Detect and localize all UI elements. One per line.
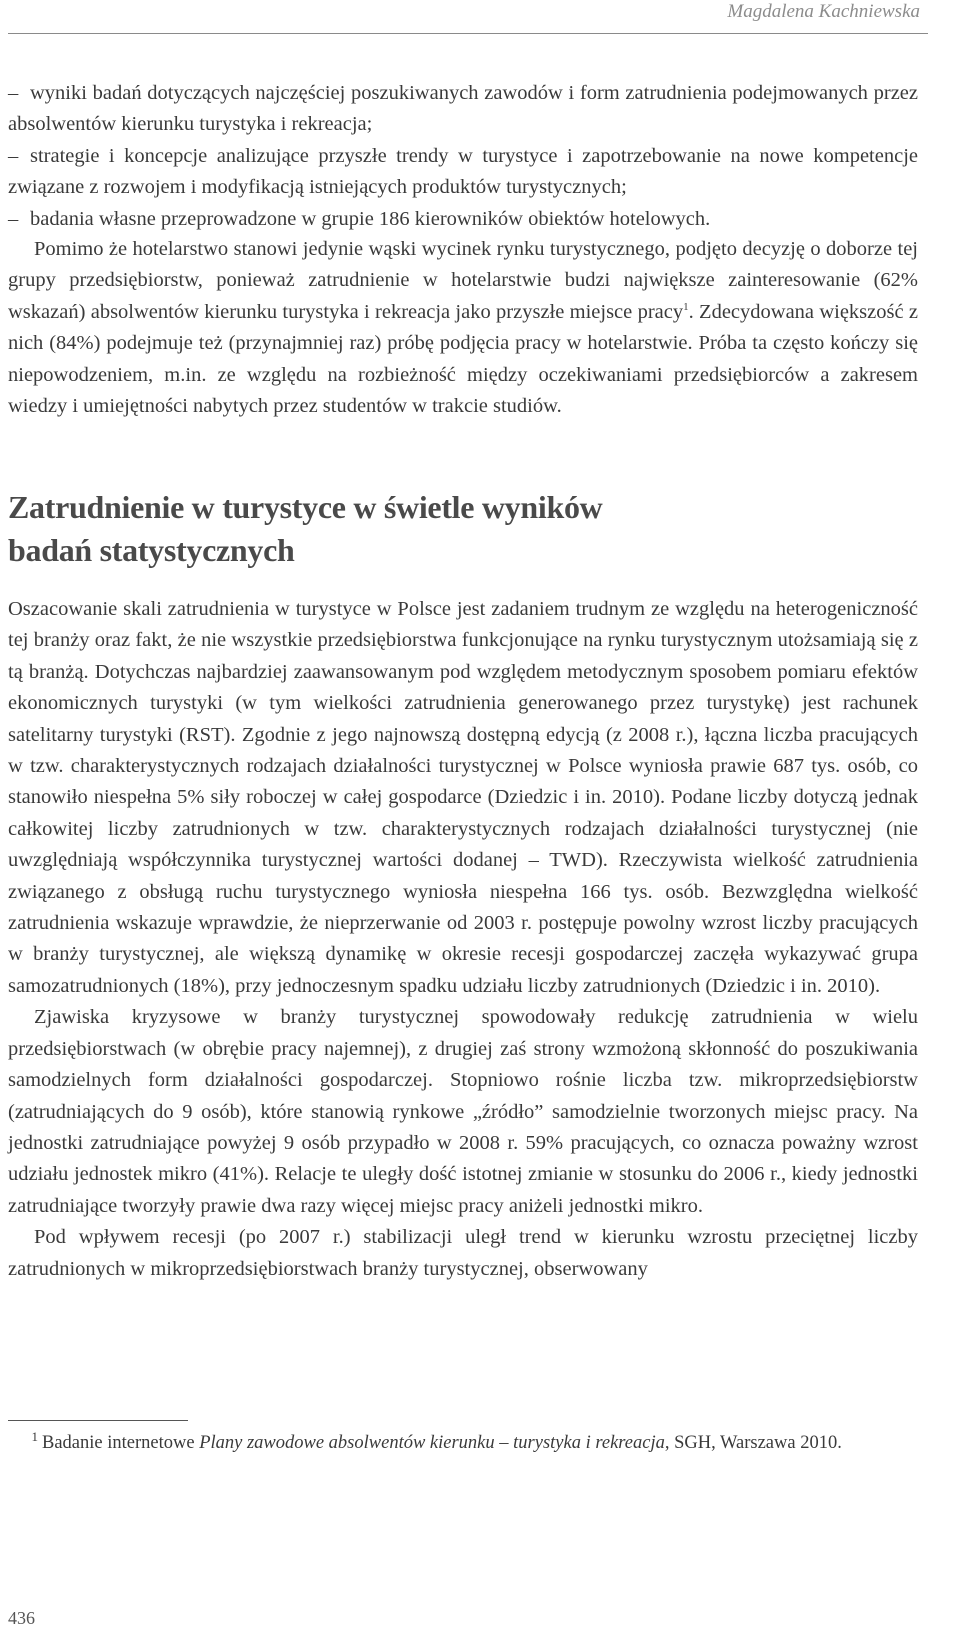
bullet-list [8, 78, 918, 235]
bullet-dash: – [8, 144, 19, 167]
bullet-dash: – [8, 207, 19, 230]
paragraph-text: Pomimo że hotelarstwo stanowi jedynie wąski wycinek rynku turystycznego, podjęto decyzję o doborze tej grupy przedsiębiorstw, ponieważ zatrudnienie w hotelarstwie budzi największe zainteresowanie (62% wskazań) absolwentów kierunku turystyka i rekreacja jako przyszłe miejsce pracy [8, 238, 918, 323]
bullet-item [8, 141, 918, 204]
bullet-text: strategie i koncepcje analizujące przyszłe trendy w turystyce i zapotrzebowanie na nowe kompetencje związane z rozwojem i modyfikacją istniejących produktów turystycznych; [8, 144, 918, 199]
running-header-author: Magdalena Kachniewska [727, 1, 920, 22]
body-paragraph: Zjawiska kryzysowe w branży turystycznej spowodowały redukcję zatrudnienia w wielu przedsiębiorstwach (w obrębie pracy najemnej), z drugiej zaś strony wzmożoną skłonność do poszukiwania samodzielnych form działalności gospodarczej. Stopniowo rośnie liczba tzw. mikroprzedsiębiorstw (zatrudniających do 9 osób), które stanowią rynkowe „źródło” samodzielnie tworzonych miejsc pracy. Na jednostki zatrudniające powyżej 9 osób przypadło w 2008 r. 59% pracujących, co oznacza poważny wzrost udziału jednostek mikro (41%). Relacje te uległy dość istotnej zmianie w stosunku do 2006 r., kiedy jednostki zatrudniające tworzyły prawie dwa razy więcej miejsc pracy aniżeli jednostki mikro. [8, 1006, 918, 1217]
section-heading-line: Zatrudnienie w turystyce w świetle wyników [8, 489, 603, 525]
body-paragraph: Oszacowanie skali zatrudnienia w turystyce w Polsce jest zadaniem trudnym ze względu na heterogeniczność tej branży oraz fakt, że nie wszystkie przedsiębiorstwa funkcjonujące na rynku turystycznym utożsamiają się z tą branżą. Dotychczas najbardziej zaawansowanym pod względem metodycznym sposobem pomiaru efektów ekonomicznych turystyki (w tym wielkości zatrudnienia generowanego przez turystykę) jest rachunek satelitarny turystyki (RST). Zgodnie z jego najnowszą dostępną edycją (z 2008 r.), łączna liczba pracujących w tzw. charakterystycznych rodzajach działalności turystycznej w Polsce wyniosła prawie 687 tys. osób, co stanowiło niespełna 5% siły roboczej w całej gospodarce (Dziedzic i in. 2010). Podane liczby dotyczą jednak całkowitej liczby zatrudnionych w tzw. charakterystycznych rodzajach działalności turystycznej (nie uwzględniają współczynnika turystycznej wartości dodanej – TWD). Rzeczywista wielkość zatrudnienia związanego z obsługą ruchu turystycznego wyniosła niespełna 166 tys. osób. Bezwzględna wielkość zatrudnienia wskazuje wprawdzie, że nieprzerwanie od 2003 r. postępuje powolny wzrost liczby pracujących w branży turystycznej, ale większą dynamikę w okresie recesji gospodarczej zaczęła wykazywać grupa samozatrudnionych (18%), przy jednoczesnym spadku udziału liczby zatrudnionych (Dziedzic i in. 2010). [8, 598, 918, 997]
footnote: 1 Badanie internetowe Plany zawodowe absolwentów kierunku – turystyka i rekreacja, SGH, Warszawa 2010. [31, 1428, 842, 1453]
intro-paragraph [8, 234, 918, 422]
bullet-text: wyniki badań dotyczących najczęściej poszukiwanych zawodów i form zatrudnienia podejmowanych przez absolwentów kierunku turystyka i rekreacja; [8, 82, 918, 136]
bullet-dash: – [8, 82, 19, 104]
footnote-text: , SGH, Warszawa 2010. [664, 1433, 842, 1453]
section-body [8, 594, 918, 1285]
footnote-divider [8, 1420, 188, 1421]
bullet-text: badania własne przeprowadzone w grupie 186 kierowników obiektów hotelowych. [30, 207, 711, 230]
paragraph-text: . Zdecydowana większość z nich (84%) podejmuje też (przynajmniej raz) próbę podjęcia pracy w hotelarstwie. Próba ta często kończy się niepowodzeniem, m.in. ze względu na rozbieżność między oczekiwaniami przedsiębiorców a zakresem wiedzy i umiejętności nabytych przez studentów w trakcie studiów. [8, 300, 919, 418]
bullet-item [8, 204, 918, 235]
footnote-text: Badanie internetowe [42, 1433, 200, 1453]
page-number: 436 [8, 1608, 35, 1628]
intro-paragraph-block [8, 234, 918, 422]
header-divider [8, 33, 928, 34]
section-heading-line: badań statystycznych [8, 532, 295, 568]
footnote-reference[interactable]: 1 [683, 300, 689, 313]
bullet-item [8, 78, 918, 141]
footnote-title: Plany zawodowe absolwentów kierunku – turystyka i rekreacja [199, 1433, 665, 1453]
section-heading [8, 486, 918, 572]
body-paragraph: Pod wpływem recesji (po 2007 r.) stabilizacji uległ trend w kierunku wzrostu przeciętnej liczby zatrudnionych w mikroprzedsiębiorstwach branży turystycznej, obserwowany [8, 1226, 918, 1280]
